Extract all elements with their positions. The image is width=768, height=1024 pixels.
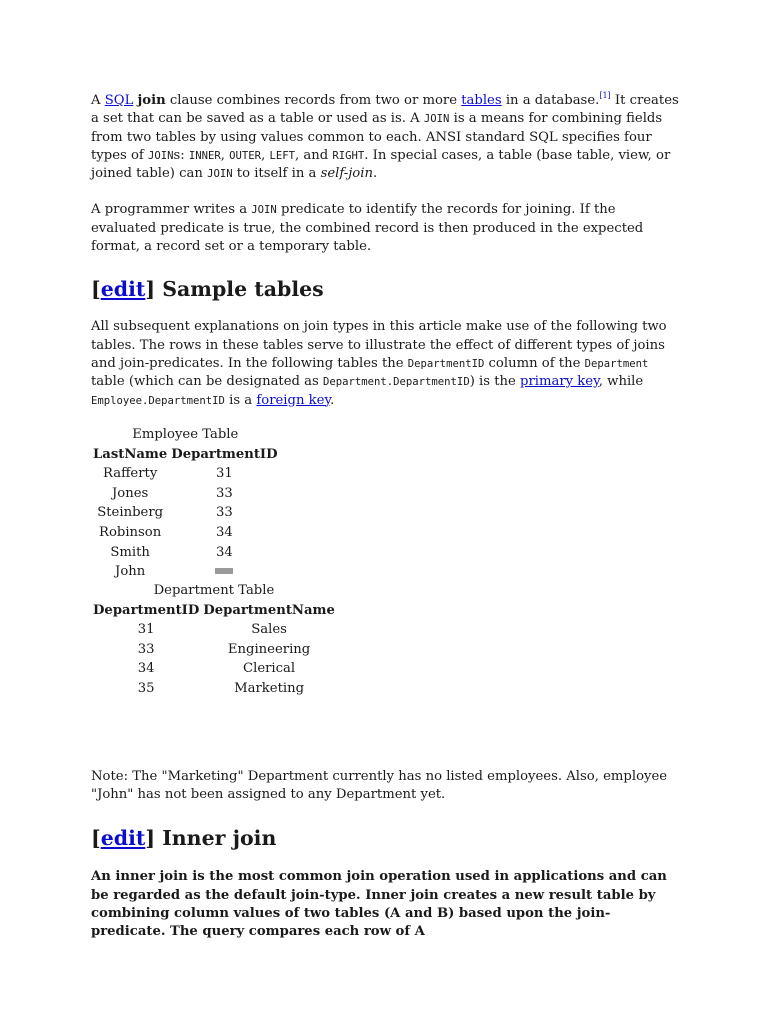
table-row [91,484,280,504]
table-cell: 33 [216,485,233,501]
note-paragraph: Note: The "Marketing" Department currently has no listed employees. Also, employee "John" has not been assigned to any Department yet. [91,768,668,803]
text: clause combines records from two or more [165,93,462,108]
table-row [91,640,337,660]
employee-table [91,426,280,582]
text: . In special cases, a table (base table, view, or joined table) can [91,147,671,182]
sample-tables-block [91,426,679,699]
table-cell: Jones [111,485,149,501]
text: , and [294,147,333,163]
intro-paragraph [91,92,679,183]
column-header: DepartmentID [171,446,278,462]
employee-table-caption: Employee Table [132,426,239,442]
text: is a [224,392,257,408]
text: table (which can be designated as [91,374,323,390]
text: in a database. [501,93,600,108]
table-cell: 31 [137,622,155,638]
code-departmentid: DepartmentID [407,357,485,370]
edit-link-inner-join[interactable]: edit [100,826,146,851]
section-heading-inner-join: [edit] Inner join [91,826,277,851]
table-cell: Robinson [99,524,162,540]
predicate-paragraph [91,201,679,256]
code-left: LEFT [269,149,295,162]
table-cell: 34 [137,661,155,677]
text: , [220,147,230,163]
table-cell: Sales [251,622,287,638]
table-cell: Marketing [234,681,305,697]
code-right: RIGHT [332,149,365,162]
text: predicate to identify the records for joining. If the evaluated predicate is true, the combined record is then produced in the expected format, a record set or a temporary table. [91,202,644,255]
text: . [372,166,378,182]
tables-link[interactable]: tables [461,93,502,108]
table-row [91,523,280,543]
text: column of the [484,355,585,371]
primary-key-link[interactable]: primary key [520,374,599,390]
table-row [91,679,337,699]
table-cell: Engineering [227,641,311,657]
text: ) is the [469,374,521,390]
table-row [91,562,280,582]
table-row [91,620,337,640]
text: to itself in a [232,166,321,182]
column-header: DepartmentName [203,603,335,619]
text: , [261,147,270,163]
table-cell: Clerical [243,661,296,677]
table-row [91,464,280,484]
heading-text: Sample tables [162,277,324,302]
self-join-term: self-join [320,166,373,182]
table-cell: 33 [216,505,233,521]
code-joins: JOIN [147,149,174,162]
code-join: JOIN [423,113,450,126]
sample-tables-paragraph [91,318,679,409]
table-row [91,503,280,523]
table-cell: John [115,564,146,580]
table-cell: 35 [137,681,155,697]
department-table-header-row [91,601,337,620]
code-employee-departmentid: Employee.DepartmentID [91,394,225,407]
employee-table-header-row [91,445,280,464]
inner-join-paragraph: An inner join is the most common join operation used in applications and can be regarded as the default join-type. Inner join creates a new result table by combining column values of two tables (A and B) based upon the join-predicate. The query compares each row of A [91,869,667,940]
text: s: [173,147,189,163]
code-department-departmentid: Department.DepartmentID [323,376,470,389]
table-cell-null [169,562,279,582]
code-outer: OUTER [229,149,262,162]
code-department: Department [584,357,649,370]
column-header: DepartmentID [93,603,200,619]
table-cell: 34 [216,544,233,560]
code-join-predicate: JOIN [251,204,277,217]
reference-link[interactable]: [1] [599,91,611,100]
text: It creates a set that can be saved as a table or used as is. A [91,93,679,127]
heading-text: Inner join [162,826,277,851]
code-join-2: JOIN [207,168,233,181]
table-cell: Rafferty [102,465,158,481]
table-cell: 33 [137,641,155,657]
text: . [330,392,335,408]
table-row [91,659,337,679]
text: is a means for combining fields from two tables by using values common to each. ANSI standard SQL specifies four types of [91,111,663,163]
text: A [91,93,105,108]
table-cell: Steinberg [97,505,164,521]
reference-sup [599,91,610,100]
table-row [91,543,280,563]
table-cell: Smith [110,544,150,560]
table-cell: 34 [216,524,233,540]
text: All subsequent explanations on join types in this article make use of the following two tables. The rows in these tables serve to illustrate the effect of different types of joins and join-predicates. In the following tables the [91,319,667,371]
edit-link-sample-tables[interactable]: edit [100,277,146,302]
code-inner: INNER [188,149,221,162]
join-term: join [137,93,166,108]
table-cell: 31 [216,465,233,481]
null-marker-icon [215,568,233,574]
article-content [91,92,679,942]
section-heading-sample-tables: [edit] Sample tables [91,277,324,302]
text: , while [598,374,644,390]
department-table-caption: Department Table [153,583,275,599]
column-header: LastName [93,446,168,462]
sql-link[interactable]: SQL [104,93,134,108]
text: A programmer writes a [91,202,252,218]
department-table [91,582,337,699]
foreign-key-link[interactable]: foreign key [256,392,331,408]
